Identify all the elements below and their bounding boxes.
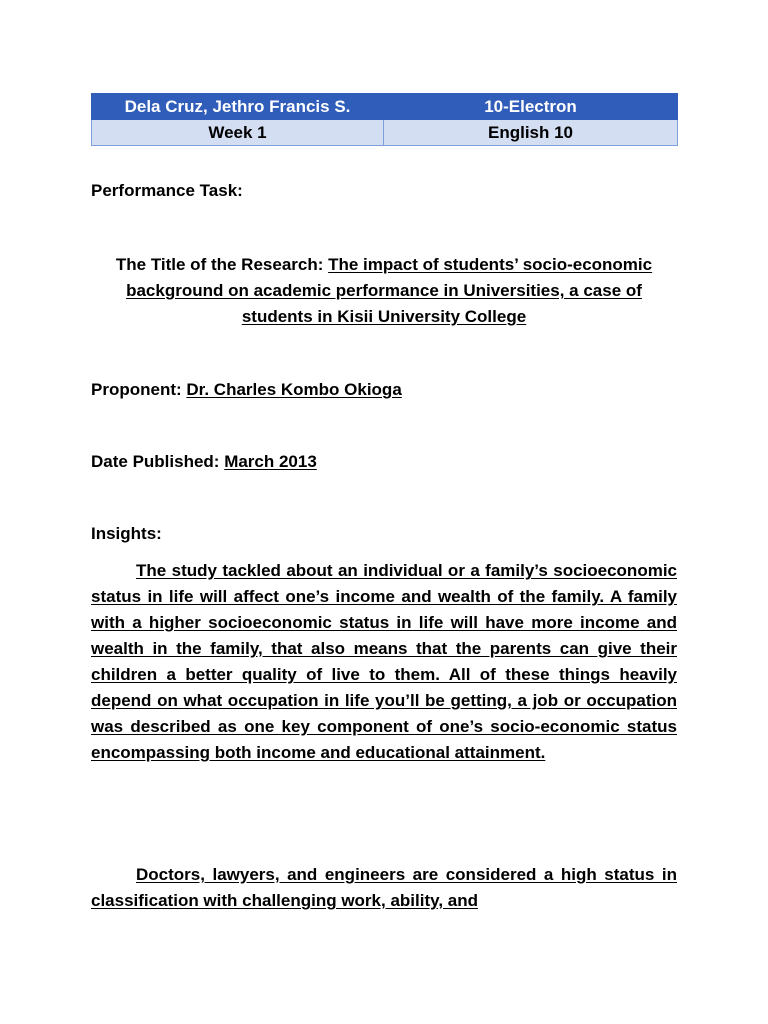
- date-published-value: March 2013: [224, 452, 317, 471]
- date-published-line: [91, 449, 677, 475]
- header-table: [91, 93, 678, 146]
- proponent-line: [91, 377, 677, 403]
- research-title-value: The impact of students’ socio-economic background on academic performance in Universities, a case of students in Kisii University College: [126, 255, 653, 326]
- insights-heading: [91, 521, 677, 547]
- date-published-label: Date Published:: [91, 452, 225, 471]
- header-row-top: [92, 94, 678, 120]
- header-row-bottom: [92, 120, 678, 146]
- research-title: [91, 252, 677, 330]
- performance-task-label: Performance Task:: [91, 181, 243, 200]
- week-label: Week 1: [92, 120, 384, 146]
- student-section: 10-Electron: [384, 94, 678, 120]
- research-title-label: The Title of the Research:: [115, 255, 329, 274]
- insights-paragraph-2: Doctors, lawyers, and engineers are considered a high status in classification with challenging work, ability, and: [91, 865, 677, 910]
- insights-label: Insights:: [91, 524, 162, 543]
- proponent-value: Dr. Charles Kombo Okioga: [186, 380, 402, 399]
- performance-task-heading: [91, 178, 677, 204]
- subject-label: English 10: [384, 120, 678, 146]
- student-name: Dela Cruz, Jethro Francis S.: [92, 94, 384, 120]
- insights-paragraph-1: The study tackled about an individual or a family’s socioeconomic status in life will affect one’s income and wealth of the family. A family with a higher socioeconomic status in life will have more income and wealth in the family, that also means that the parents can give their children a better quality of live to them. All of these things heavily depend on what occupation in life you’ll be getting, a job or occupation was described as one key component of one’s socio-economic status encompassing both income and educational attainment.: [91, 561, 677, 762]
- proponent-label: Proponent:: [91, 380, 187, 399]
